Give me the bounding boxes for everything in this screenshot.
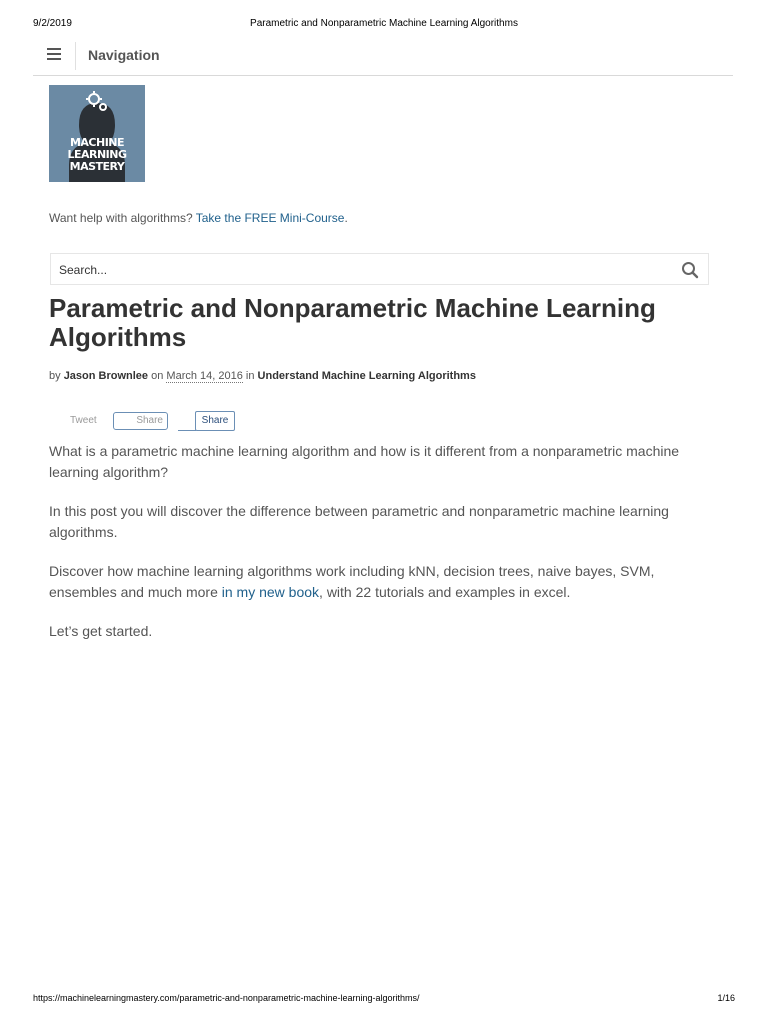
print-date: 9/2/2019 [33,18,72,29]
mini-course-link[interactable]: Take the FREE Mini-Course [195,211,345,225]
navbar [33,38,733,76]
print-page-number: 1/16 [717,993,735,1003]
nav-divider [75,42,76,70]
intro-paragraph: What is a parametric machine learning algorithm and how is it different from a nonparametric machine learning algorithm? [49,443,680,480]
share-button-2[interactable]: Share [195,411,235,431]
print-header [0,18,768,32]
book-link[interactable]: in my new book [221,584,320,600]
logo-text: MACHINE LEARNING MASTERY [67,136,127,173]
print-page-title: Parametric and Nonparametric Machine Learning Algorithms [250,18,518,29]
search-input[interactable] [59,261,659,279]
category-link[interactable]: Understand Machine Learning Algorithms [257,370,476,382]
promo-text: Want help with algorithms? [49,211,193,225]
share-underline [178,430,196,431]
article-byline: by Jason Brownlee on March 14, 2016 in Understand Machine Learning Algorithms [49,370,476,382]
search-icon[interactable] [681,261,699,279]
get-started-paragraph: Let’s get started. [49,623,153,639]
print-url: https://machinelearningmastery.com/parametric-and-nonparametric-machine-learning-algorithms/ [33,993,420,1003]
print-footer [0,993,768,1007]
promo-period: . [344,211,348,225]
author-link[interactable]: Jason Brownlee [63,370,149,382]
promo-line [49,211,348,225]
share-button-1[interactable]: Share [113,412,168,430]
discover-paragraph: In this post you will discover the difference between parametric and nonparametric machine learning algorithms. [49,503,669,540]
navigation-toggle[interactable]: Navigation [88,47,160,63]
site-logo[interactable] [49,85,145,182]
hamburger-menu-icon[interactable] [47,48,61,62]
tweet-button[interactable]: Tweet [70,415,97,426]
article-title: Parametric and Nonparametric Machine Learning Algorithms [49,293,656,352]
publish-date: March 14, 2016 [166,370,243,382]
book-paragraph: Discover how machine learning algorithms work including kNN, decision trees, naive bayes, SVM, ensembles and much more in my new book, with 22 tutorials and examples in excel. [49,563,655,600]
search-box [50,253,709,285]
